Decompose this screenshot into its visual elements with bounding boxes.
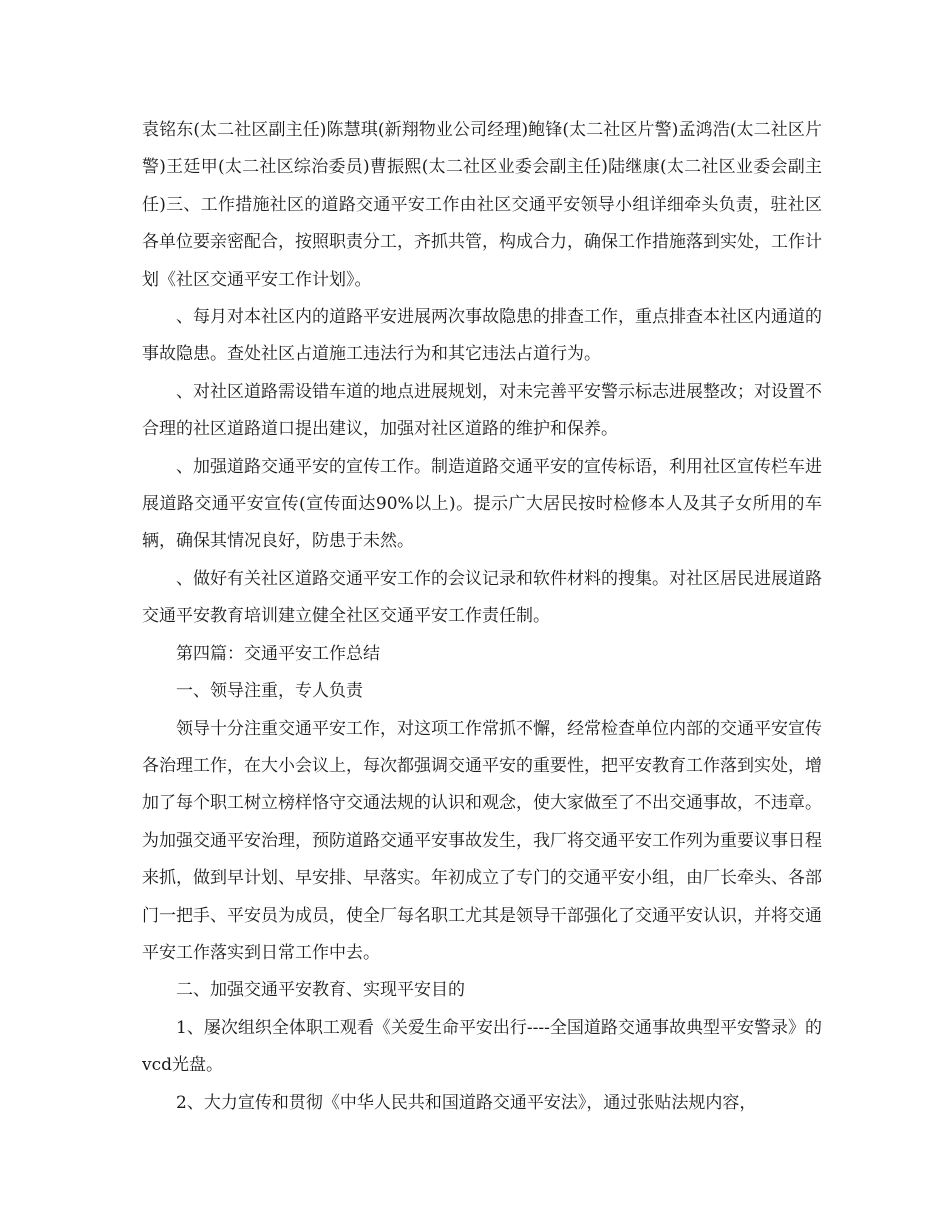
paragraph-committee-members: 袁铭东(太二社区副主任)陈慧琪(新翔物业公司经理)鲍锋(太二社区片警)孟鸿浩(太二社区片警)王廷甲(太二社区综治委员)曹振熙(太二社区业委会副主任)陆继康(太二社区业委会副主任)三、工作措施社区的道路交通平安工作由社区交通平安领导小组详细牵头负责，驻社区各单位要亲密配合，按照职责分工，齐抓共管，构成合力，确保工作措施落到实处，工作计划《社区交通平安工作计划》。 [142, 120, 822, 290]
paragraph-road-planning: 、对社区道路需设错车道的地点进展规划，对未完善平安警示标志进展整改；对设置不合理的社区道路道口提出建议，加强对社区道路的维护和保养。 [142, 381, 822, 440]
paragraph-leadership: 领导十分注重交通平安工作，对这项工作常抓不懈，经常检查单位内部的交通平安宣传各治理工作，在大小会议上，每次都强调交通平安的重要性，把平安教育工作落到实处，增加了每个职工树立榜样恪守交通法规的认识和观念，使大家做至了不出交通事故，不违章。为加强交通平安治理，预防道路交通平安事故发生，我厂将交通平安工作列为重要议事日程来抓，做到早计划、早安排、早落实。年初成立了专门的交通平安小组，由厂长牵头、各部门一把手、平安员为成员，使全厂每名职工尤其是领导干部强化了交通平安认识，并将交通平安工作落实到日常工作中去。 [142, 718, 822, 963]
paragraph-publicity: 、加强道路交通平安的宣传工作。制造道路交通平安的宣传标语，利用社区宣传栏车进展道路交通平安宣传(宣传面达90%以上)。提示广大居民按时检修本人及其子女所用的车辆，确保其情况良好，防患于未然。 [142, 456, 822, 552]
paragraph-records: 、做好有关社区道路交通平安工作的会议记录和软件材料的搜集。对社区居民进展道路交通平安教育培训建立健全社区交通平安工作责任制。 [142, 568, 822, 627]
section-heading-1: 一、领导注重，专人负责 [176, 681, 363, 702]
document-body [142, 112, 822, 1122]
paragraph-hazard-inspection: 、每月对本社区内的道路平安进展两次事故隐患的排查工作，重点排查本社区内通道的事故隐患。查处社区占道施工违法行为和其它违法占道行为。 [142, 307, 822, 365]
section-title: 第四篇：交通平安工作总结 [176, 643, 380, 664]
list-item-2: 2、大力宣传和贯彻《中华人民共和国道路交通平安法》，通过张贴法规内容， [176, 1092, 757, 1113]
section-heading-2: 二、加强交通平安教育、实现平安目的 [176, 980, 465, 1001]
list-item-1: 1、屡次组织全体职工观看《关爱生命平安出行----全国道路交通事故典型平安警录》的vcd光盘。 [142, 1017, 822, 1076]
